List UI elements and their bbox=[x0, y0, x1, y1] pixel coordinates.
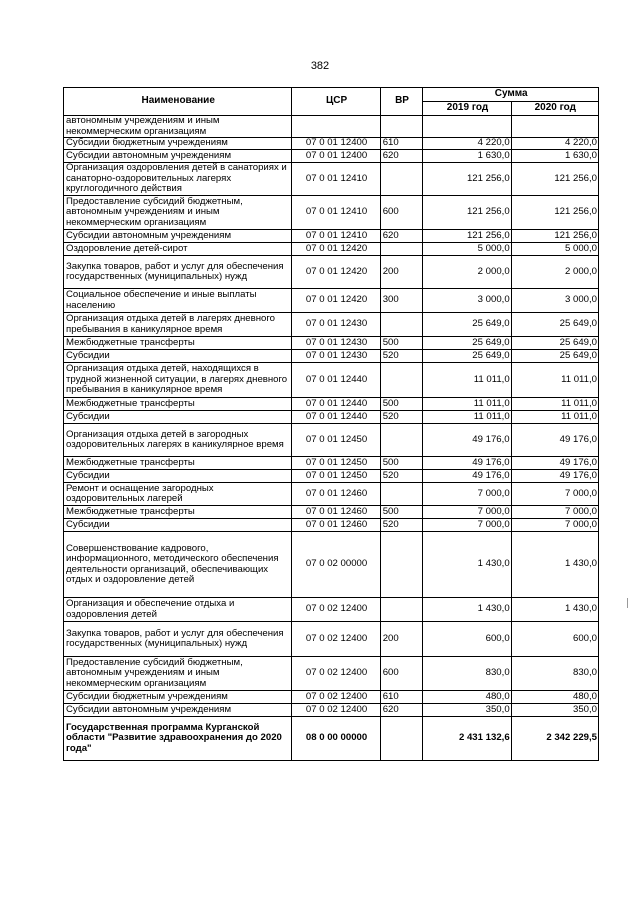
header-vr: ВР bbox=[380, 88, 423, 116]
table-row bbox=[64, 691, 599, 704]
row-name-cell: Субсидии bbox=[64, 350, 292, 363]
row-name-cell: Организация оздоровления детей в санаториях и санаторно-оздоровительных лагерях круглогодичного действия bbox=[64, 163, 292, 196]
header-csr: ЦСР bbox=[292, 88, 380, 116]
row-name-cell: Субсидии автономным учреждениям bbox=[64, 230, 292, 243]
table-row bbox=[64, 138, 599, 150]
row-csr-cell: 07 0 01 12410 bbox=[292, 230, 380, 243]
row-vr-cell: 520 bbox=[380, 411, 423, 424]
row-2020-cell: 121 256,0 bbox=[511, 230, 598, 243]
table-row bbox=[64, 313, 599, 337]
row-csr-cell: 07 0 01 12420 bbox=[292, 289, 380, 313]
row-csr-cell: 07 0 01 12440 bbox=[292, 411, 380, 424]
row-name-cell: Оздоровление детей-сирот bbox=[64, 243, 292, 256]
row-name-cell: Межбюджетные трансферты bbox=[64, 506, 292, 519]
row-name-cell: Межбюджетные трансферты bbox=[64, 337, 292, 350]
row-2020-cell: 7 000,0 bbox=[511, 519, 598, 532]
row-vr-cell bbox=[380, 163, 423, 196]
row-2020-cell: 2 000,0 bbox=[511, 256, 598, 289]
row-vr-cell bbox=[380, 363, 423, 398]
row-csr-cell bbox=[292, 116, 380, 138]
row-csr-cell: 07 0 01 12450 bbox=[292, 457, 380, 470]
row-vr-cell bbox=[380, 483, 423, 506]
page-number: 382 bbox=[310, 60, 330, 72]
row-csr-cell: 07 0 01 12460 bbox=[292, 483, 380, 506]
row-2020-cell: 1 430,0 bbox=[511, 532, 598, 598]
row-name-cell: Субсидии bbox=[64, 470, 292, 483]
row-vr-cell bbox=[380, 532, 423, 598]
row-2019-cell: 2 000,0 bbox=[423, 256, 511, 289]
row-csr-cell: 08 0 00 00000 bbox=[292, 717, 380, 761]
row-name-cell: Субсидии бюджетным учреждениям bbox=[64, 691, 292, 704]
row-csr-cell: 07 0 02 12400 bbox=[292, 691, 380, 704]
row-2019-cell: 7 000,0 bbox=[423, 483, 511, 506]
row-name-cell: Организация и обеспечение отдыха и оздоровления детей bbox=[64, 598, 292, 622]
row-csr-cell: 07 0 01 12430 bbox=[292, 337, 380, 350]
row-name-cell: Организация отдыха детей в загородных оздоровительных лагерях в каникулярное время bbox=[64, 424, 292, 457]
row-name-cell: Организация отдыха детей в лагерях дневного пребывания в каникулярное время bbox=[64, 313, 292, 337]
row-name-cell: Предоставление субсидий бюджетным, автономным учреждениям и иным некоммерческим организациям bbox=[64, 196, 292, 230]
table-row bbox=[64, 598, 599, 622]
row-2019-cell: 5 000,0 bbox=[423, 243, 511, 256]
row-2019-cell: 11 011,0 bbox=[423, 411, 511, 424]
row-vr-cell: 500 bbox=[380, 398, 423, 411]
table-row bbox=[64, 363, 599, 398]
row-csr-cell: 07 0 01 12420 bbox=[292, 243, 380, 256]
row-vr-cell: 520 bbox=[380, 350, 423, 363]
row-2019-cell: 1 430,0 bbox=[423, 598, 511, 622]
row-2019-cell: 121 256,0 bbox=[423, 230, 511, 243]
header-sum: Сумма bbox=[423, 88, 599, 102]
row-csr-cell: 07 0 01 12450 bbox=[292, 470, 380, 483]
table-row bbox=[64, 622, 599, 657]
row-2020-cell: 5 000,0 bbox=[511, 243, 598, 256]
row-2020-cell: 350,0 bbox=[511, 704, 598, 717]
row-2019-cell: 7 000,0 bbox=[423, 506, 511, 519]
row-vr-cell: 600 bbox=[380, 657, 423, 691]
table-row bbox=[64, 424, 599, 457]
row-vr-cell: 620 bbox=[380, 230, 423, 243]
row-name-cell: Закупка товаров, работ и услуг для обеспечения государственных (муниципальных) нужд bbox=[64, 256, 292, 289]
row-name-cell: Межбюджетные трансферты bbox=[64, 457, 292, 470]
table-row bbox=[64, 532, 599, 598]
table-row bbox=[64, 483, 599, 506]
row-2019-cell: 11 011,0 bbox=[423, 363, 511, 398]
row-2019-cell: 480,0 bbox=[423, 691, 511, 704]
row-csr-cell: 07 0 01 12400 bbox=[292, 138, 380, 150]
row-2020-cell: 121 256,0 bbox=[511, 163, 598, 196]
table-row bbox=[64, 470, 599, 483]
row-vr-cell: 520 bbox=[380, 470, 423, 483]
row-vr-cell: 200 bbox=[380, 256, 423, 289]
row-2020-cell: 1 430,0 bbox=[511, 598, 598, 622]
row-name-cell: Субсидии bbox=[64, 519, 292, 532]
table-row bbox=[64, 457, 599, 470]
row-csr-cell: 07 0 02 12400 bbox=[292, 704, 380, 717]
table-row bbox=[64, 163, 599, 196]
row-vr-cell: 520 bbox=[380, 519, 423, 532]
table-row bbox=[64, 704, 599, 717]
row-2019-cell: 4 220,0 bbox=[423, 138, 511, 150]
budget-table bbox=[63, 87, 599, 761]
row-csr-cell: 07 0 01 12420 bbox=[292, 256, 380, 289]
row-name-cell: Субсидии автономным учреждениям bbox=[64, 150, 292, 163]
table-row bbox=[64, 657, 599, 691]
table-row bbox=[64, 230, 599, 243]
row-name-cell: Социальное обеспечение и иные выплаты населению bbox=[64, 289, 292, 313]
row-2019-cell: 25 649,0 bbox=[423, 313, 511, 337]
table-row bbox=[64, 506, 599, 519]
row-vr-cell bbox=[380, 313, 423, 337]
row-name-cell: Субсидии автономным учреждениям bbox=[64, 704, 292, 717]
row-csr-cell: 07 0 01 12460 bbox=[292, 519, 380, 532]
row-2019-cell: 11 011,0 bbox=[423, 398, 511, 411]
row-vr-cell: 500 bbox=[380, 506, 423, 519]
table-row bbox=[64, 150, 599, 163]
table-body bbox=[64, 116, 599, 761]
row-2020-cell: 49 176,0 bbox=[511, 457, 598, 470]
row-2019-cell: 350,0 bbox=[423, 704, 511, 717]
row-2020-cell: 7 000,0 bbox=[511, 506, 598, 519]
row-2019-cell: 830,0 bbox=[423, 657, 511, 691]
table-row bbox=[64, 398, 599, 411]
row-2019-cell: 600,0 bbox=[423, 622, 511, 657]
row-csr-cell: 07 0 01 12410 bbox=[292, 196, 380, 230]
header-2019: 2019 год bbox=[423, 102, 511, 116]
row-2020-cell: 49 176,0 bbox=[511, 424, 598, 457]
row-2019-cell: 2 431 132,6 bbox=[423, 717, 511, 761]
row-name-cell: Предоставление субсидий бюджетным, автономным учреждениям и иным некоммерческим организациям bbox=[64, 657, 292, 691]
scan-edge-mark bbox=[627, 598, 628, 608]
row-name-cell: Субсидии bbox=[64, 411, 292, 424]
table-row bbox=[64, 116, 599, 138]
row-csr-cell: 07 0 02 00000 bbox=[292, 532, 380, 598]
row-vr-cell: 620 bbox=[380, 150, 423, 163]
row-2019-cell: 49 176,0 bbox=[423, 457, 511, 470]
table-row bbox=[64, 411, 599, 424]
row-vr-cell: 300 bbox=[380, 289, 423, 313]
row-2020-cell: 25 649,0 bbox=[511, 313, 598, 337]
row-2019-cell: 121 256,0 bbox=[423, 163, 511, 196]
row-vr-cell bbox=[380, 717, 423, 761]
row-name-cell: автономным учреждениям и иным некоммерческим организациям bbox=[64, 116, 292, 138]
row-csr-cell: 07 0 02 12400 bbox=[292, 657, 380, 691]
row-2020-cell: 4 220,0 bbox=[511, 138, 598, 150]
row-vr-cell: 200 bbox=[380, 622, 423, 657]
row-name-cell: Субсидии бюджетным учреждениям bbox=[64, 138, 292, 150]
row-name-cell: Закупка товаров, работ и услуг для обеспечения государственных (муниципальных) нужд bbox=[64, 622, 292, 657]
row-vr-cell: 600 bbox=[380, 196, 423, 230]
row-csr-cell: 07 0 01 12410 bbox=[292, 163, 380, 196]
table-row bbox=[64, 256, 599, 289]
row-name-cell: Совершенствование кадрового, информационного, методического обеспечения деятельности организаций, обеспечивающих отдых и оздоровление детей bbox=[64, 532, 292, 598]
row-2020-cell: 830,0 bbox=[511, 657, 598, 691]
row-csr-cell: 07 0 01 12430 bbox=[292, 313, 380, 337]
row-vr-cell bbox=[380, 598, 423, 622]
row-2019-cell: 3 000,0 bbox=[423, 289, 511, 313]
row-csr-cell: 07 0 02 12400 bbox=[292, 598, 380, 622]
row-vr-cell: 620 bbox=[380, 704, 423, 717]
header-2020: 2020 год bbox=[511, 102, 598, 116]
table-row bbox=[64, 337, 599, 350]
row-2020-cell: 49 176,0 bbox=[511, 470, 598, 483]
row-2019-cell: 1 430,0 bbox=[423, 532, 511, 598]
table-row bbox=[64, 350, 599, 363]
row-csr-cell: 07 0 01 12440 bbox=[292, 363, 380, 398]
row-2019-cell: 7 000,0 bbox=[423, 519, 511, 532]
row-2019-cell: 25 649,0 bbox=[423, 337, 511, 350]
row-2020-cell: 11 011,0 bbox=[511, 398, 598, 411]
row-2020-cell: 121 256,0 bbox=[511, 196, 598, 230]
table-row bbox=[64, 717, 599, 761]
row-2020-cell: 7 000,0 bbox=[511, 483, 598, 506]
row-2020-cell: 480,0 bbox=[511, 691, 598, 704]
row-2020-cell: 25 649,0 bbox=[511, 350, 598, 363]
row-vr-cell: 500 bbox=[380, 337, 423, 350]
row-2020-cell bbox=[511, 116, 598, 138]
row-name-cell: Межбюджетные трансферты bbox=[64, 398, 292, 411]
row-2020-cell: 11 011,0 bbox=[511, 363, 598, 398]
row-name-cell: Организация отдыха детей, находящихся в трудной жизненной ситуации, в лагерях дневного пребывания в каникулярное время bbox=[64, 363, 292, 398]
row-csr-cell: 07 0 01 12460 bbox=[292, 506, 380, 519]
row-2020-cell: 25 649,0 bbox=[511, 337, 598, 350]
table-row bbox=[64, 289, 599, 313]
row-vr-cell: 500 bbox=[380, 457, 423, 470]
table-row bbox=[64, 243, 599, 256]
row-2019-cell: 1 630,0 bbox=[423, 150, 511, 163]
row-csr-cell: 07 0 01 12440 bbox=[292, 398, 380, 411]
table-row bbox=[64, 196, 599, 230]
table-row bbox=[64, 519, 599, 532]
row-csr-cell: 07 0 01 12430 bbox=[292, 350, 380, 363]
row-2020-cell: 600,0 bbox=[511, 622, 598, 657]
row-2019-cell: 49 176,0 bbox=[423, 424, 511, 457]
row-csr-cell: 07 0 01 12450 bbox=[292, 424, 380, 457]
row-csr-cell: 07 0 01 12400 bbox=[292, 150, 380, 163]
row-2020-cell: 2 342 229,5 bbox=[511, 717, 598, 761]
row-2019-cell: 49 176,0 bbox=[423, 470, 511, 483]
row-2020-cell: 1 630,0 bbox=[511, 150, 598, 163]
row-vr-cell: 610 bbox=[380, 138, 423, 150]
row-2019-cell: 25 649,0 bbox=[423, 350, 511, 363]
row-csr-cell: 07 0 02 12400 bbox=[292, 622, 380, 657]
row-2020-cell: 3 000,0 bbox=[511, 289, 598, 313]
row-vr-cell bbox=[380, 243, 423, 256]
header-row bbox=[64, 88, 599, 102]
row-2019-cell bbox=[423, 116, 511, 138]
row-2019-cell: 121 256,0 bbox=[423, 196, 511, 230]
row-2020-cell: 11 011,0 bbox=[511, 411, 598, 424]
row-vr-cell bbox=[380, 424, 423, 457]
header-name: Наименование bbox=[64, 88, 292, 116]
row-vr-cell: 610 bbox=[380, 691, 423, 704]
row-name-cell: Ремонт и оснащение загородных оздоровительных лагерей bbox=[64, 483, 292, 506]
row-name-cell: Государственная программа Курганской области "Развитие здравоохранения до 2020 года" bbox=[64, 717, 292, 761]
row-vr-cell bbox=[380, 116, 423, 138]
